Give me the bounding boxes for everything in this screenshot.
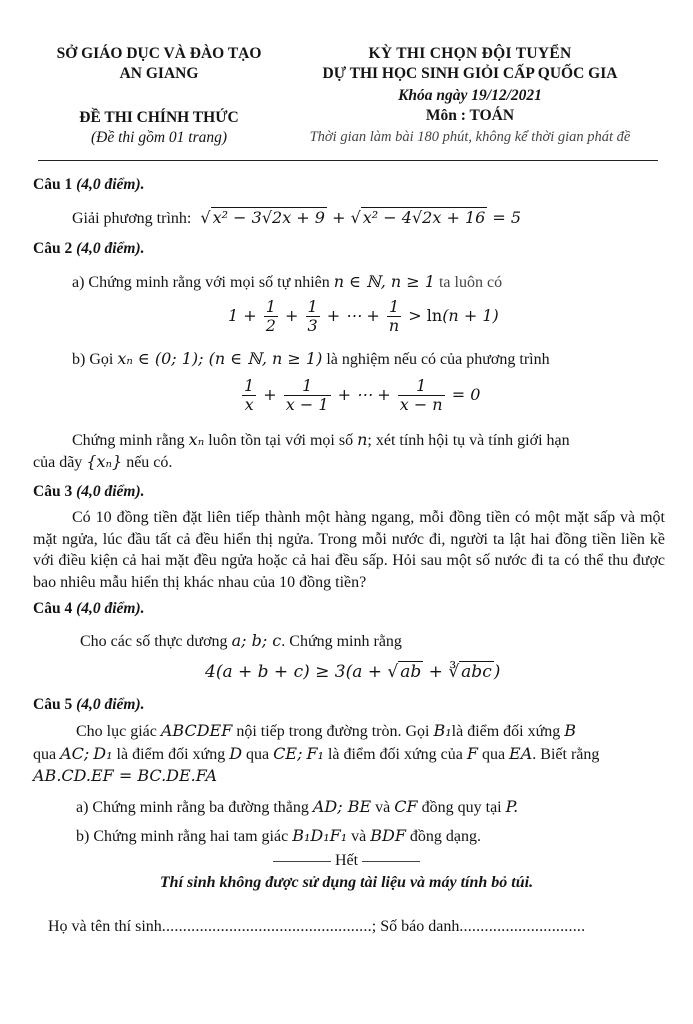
q5-text-8: qua — [481, 746, 506, 763]
point-b: B — [564, 721, 577, 740]
question-4-body: Cho các số thực dương a; b; c. Chứng minh rằng — [80, 631, 402, 650]
department-name: SỞ GIÁO DỤC VÀ ĐÀO TẠO — [56, 45, 262, 62]
end-dash-left — [273, 861, 331, 862]
q5-text-1: Cho lục giác — [76, 723, 157, 740]
line-cf: CF — [394, 797, 418, 816]
line-ea: EA — [509, 744, 533, 763]
question-3-title: Câu 3 — [33, 483, 73, 500]
q5-text-4: qua — [33, 746, 57, 763]
end-marker — [0, 852, 693, 870]
question-2b-text: b) Gọi — [72, 351, 114, 368]
question-1-body — [72, 208, 521, 228]
candidate-number-label: ; Số báo danh — [371, 918, 460, 935]
line-ac: AC; — [60, 744, 90, 763]
exam-subtitle: DỰ THI HỌC SINH GIỎI CẤP QUỐC GIA — [322, 65, 618, 82]
candidate-info-line — [48, 918, 585, 936]
point-p: P. — [505, 797, 519, 816]
question-2b-condition: xₙ ∈ (0; 1); (n ∈ ℕ, n ≥ 1) — [117, 349, 323, 368]
question-3-points: (4,0 điểm). — [76, 483, 145, 500]
lines-ad-be: AD; BE — [312, 797, 372, 816]
question-3-text: Có 10 đồng tiền đặt liên tiếp thành một hàng ngang, mỗi đồng tiền có một mặt sấp và một mặt ngửa, lúc đầu tất cả đều hiển thị ngửa. Trong mỗi nước đi, người ta lật hai đồng tiền liền kề với điều kiện cả hai mặt đều ngửa hoặc cả hai đều sấp. Hỏi sau một số nước đi ta có thể thu được bao nhiêu mẫu hiển thị khác nhau của 10 đồng tiền? — [33, 509, 665, 591]
q5-text-9: . Biết rằng — [532, 746, 600, 763]
question-1-text: Giải phương trình: — [72, 210, 192, 227]
question-2b-line2-tail: nếu có. — [126, 454, 173, 471]
point-b1: B₁ — [433, 721, 452, 740]
exam-date: Khóa ngày 19/12/2021 — [398, 87, 542, 104]
question-4-heading — [33, 600, 145, 618]
question-5-heading — [33, 696, 145, 714]
q5-text-3: là điểm đối xứng — [451, 723, 561, 740]
question-4-title: Câu 4 — [33, 600, 73, 617]
candidate-name-label: Họ và tên thí sinh — [48, 918, 162, 935]
point-f1: F₁ — [306, 744, 324, 763]
question-2b-equation: $\frac{1}{x}$ + $\frac{1}{x - 1}$ + ⋯ + $\frac{1}{x - n}$ = 0 — [244, 376, 481, 414]
question-4-points: (4,0 điểm). — [76, 600, 145, 617]
sequence-set: {xₙ} — [86, 452, 123, 471]
question-5b-statement — [76, 826, 481, 846]
question-2a-condition: n ∈ ℕ, n ≥ 1 — [333, 272, 435, 291]
question-2a-text: a) Chứng minh rằng với mọi số tự nhiên — [72, 274, 330, 291]
question-2b-line1-mid: luôn tồn tại với mọi số — [208, 432, 354, 449]
question-4-variables: a; b; c — [231, 631, 282, 650]
candidate-number-field[interactable]: .............................. — [459, 918, 586, 935]
question-2-heading — [33, 240, 145, 258]
no-materials-note: Thí sinh không được sử dụng tài liệu và máy tính bỏ túi. — [159, 874, 534, 891]
q5-text-7: là điểm đối xứng của — [327, 746, 463, 763]
point-d1: D₁ — [93, 744, 113, 763]
province-name: AN GIANG — [119, 65, 199, 82]
question-2b-line2-text: của dãy — [33, 454, 83, 471]
official-exam-label: ĐỀ THI CHÍNH THỨC — [79, 109, 239, 126]
q5-text-2: nội tiếp trong đường tròn. Gọi — [236, 723, 430, 740]
question-5b-tail: đồng dạng. — [409, 828, 482, 845]
point-d: D — [229, 744, 243, 763]
question-5-title: Câu 5 — [33, 696, 73, 713]
question-1-equation: √ x² − 3√2x + 9 + √ x² − 4√2x + 16 = 5 — [195, 208, 522, 227]
question-5-line2 — [33, 744, 599, 764]
question-1-title: Câu 1 — [33, 176, 73, 193]
question-2-points: (4,0 điểm). — [76, 240, 145, 257]
question-2b-statement — [72, 349, 550, 369]
candidate-name-field[interactable]: .................................................. — [161, 918, 372, 935]
question-1-heading — [33, 176, 145, 194]
exam-subject: Môn : TOÁN — [425, 107, 515, 124]
header-divider — [38, 160, 658, 161]
question-5a-text: a) Chứng minh rằng ba đường thẳng — [76, 799, 309, 816]
question-2b-line1-tail: ; xét tính hội tụ và tính giới hạn — [367, 432, 570, 449]
question-2b-line1-text: Chứng minh rằng — [72, 432, 185, 449]
question-2b-line2 — [33, 452, 172, 472]
question-5-line1 — [76, 721, 576, 741]
question-3-heading — [33, 483, 145, 501]
question-2a-statement — [72, 272, 502, 292]
question-5a-statement — [76, 797, 518, 817]
hexagon-name: ABCDEF — [160, 721, 233, 740]
question-4-text: Cho các số thực dương — [80, 633, 228, 650]
question-4-inequality: 4(a + b + c) ≥ 3(a + √ ab + ∛ abc ) — [205, 662, 501, 682]
question-2b-line1 — [72, 430, 570, 450]
question-5-points: (4,0 điểm). — [76, 696, 145, 713]
question-5b-mid: và — [351, 828, 367, 845]
point-f: F — [466, 744, 478, 763]
end-dash-right — [362, 861, 420, 862]
exam-name: KỲ THI CHỌN ĐỘI TUYỂN — [368, 45, 572, 62]
triangle-bdf: BDF — [370, 826, 406, 845]
triangle-b1d1f1: B₁D₁F₁ — [292, 826, 348, 845]
line-ce: CE; — [273, 744, 303, 763]
page-count-note: (Đề thi gồm 01 trang) — [90, 129, 228, 146]
q5-text-6: qua — [246, 746, 270, 763]
end-text: Hết — [334, 852, 359, 869]
question-2a-tail: ta luôn có — [438, 274, 503, 291]
question-2a-inequality: 1 + $\frac{1}{2}$ + $\frac{1}{3}$ + ⋯ + $\frac{1}{n}$ > ln(n + 1) — [228, 297, 499, 335]
question-2-title: Câu 2 — [33, 240, 73, 257]
sequence-term: xₙ — [188, 430, 205, 449]
question-5b-text: b) Chứng minh rằng hai tam giác — [76, 828, 289, 845]
exam-duration: Thời gian làm bài 180 phút, không kể thời gian phát đề — [309, 129, 631, 145]
question-5a-tail: đồng quy tại — [421, 799, 502, 816]
question-5-condition: AB.CD.EF = BC.DE.FA — [33, 766, 218, 785]
q5-text-5: là điểm đối xứng — [116, 746, 226, 763]
question-1-points: (4,0 điểm). — [76, 176, 145, 193]
question-2b-tail: là nghiệm nếu có của phương trình — [326, 351, 550, 368]
question-5a-mid: và — [375, 799, 391, 816]
variable-n: n — [357, 430, 368, 449]
